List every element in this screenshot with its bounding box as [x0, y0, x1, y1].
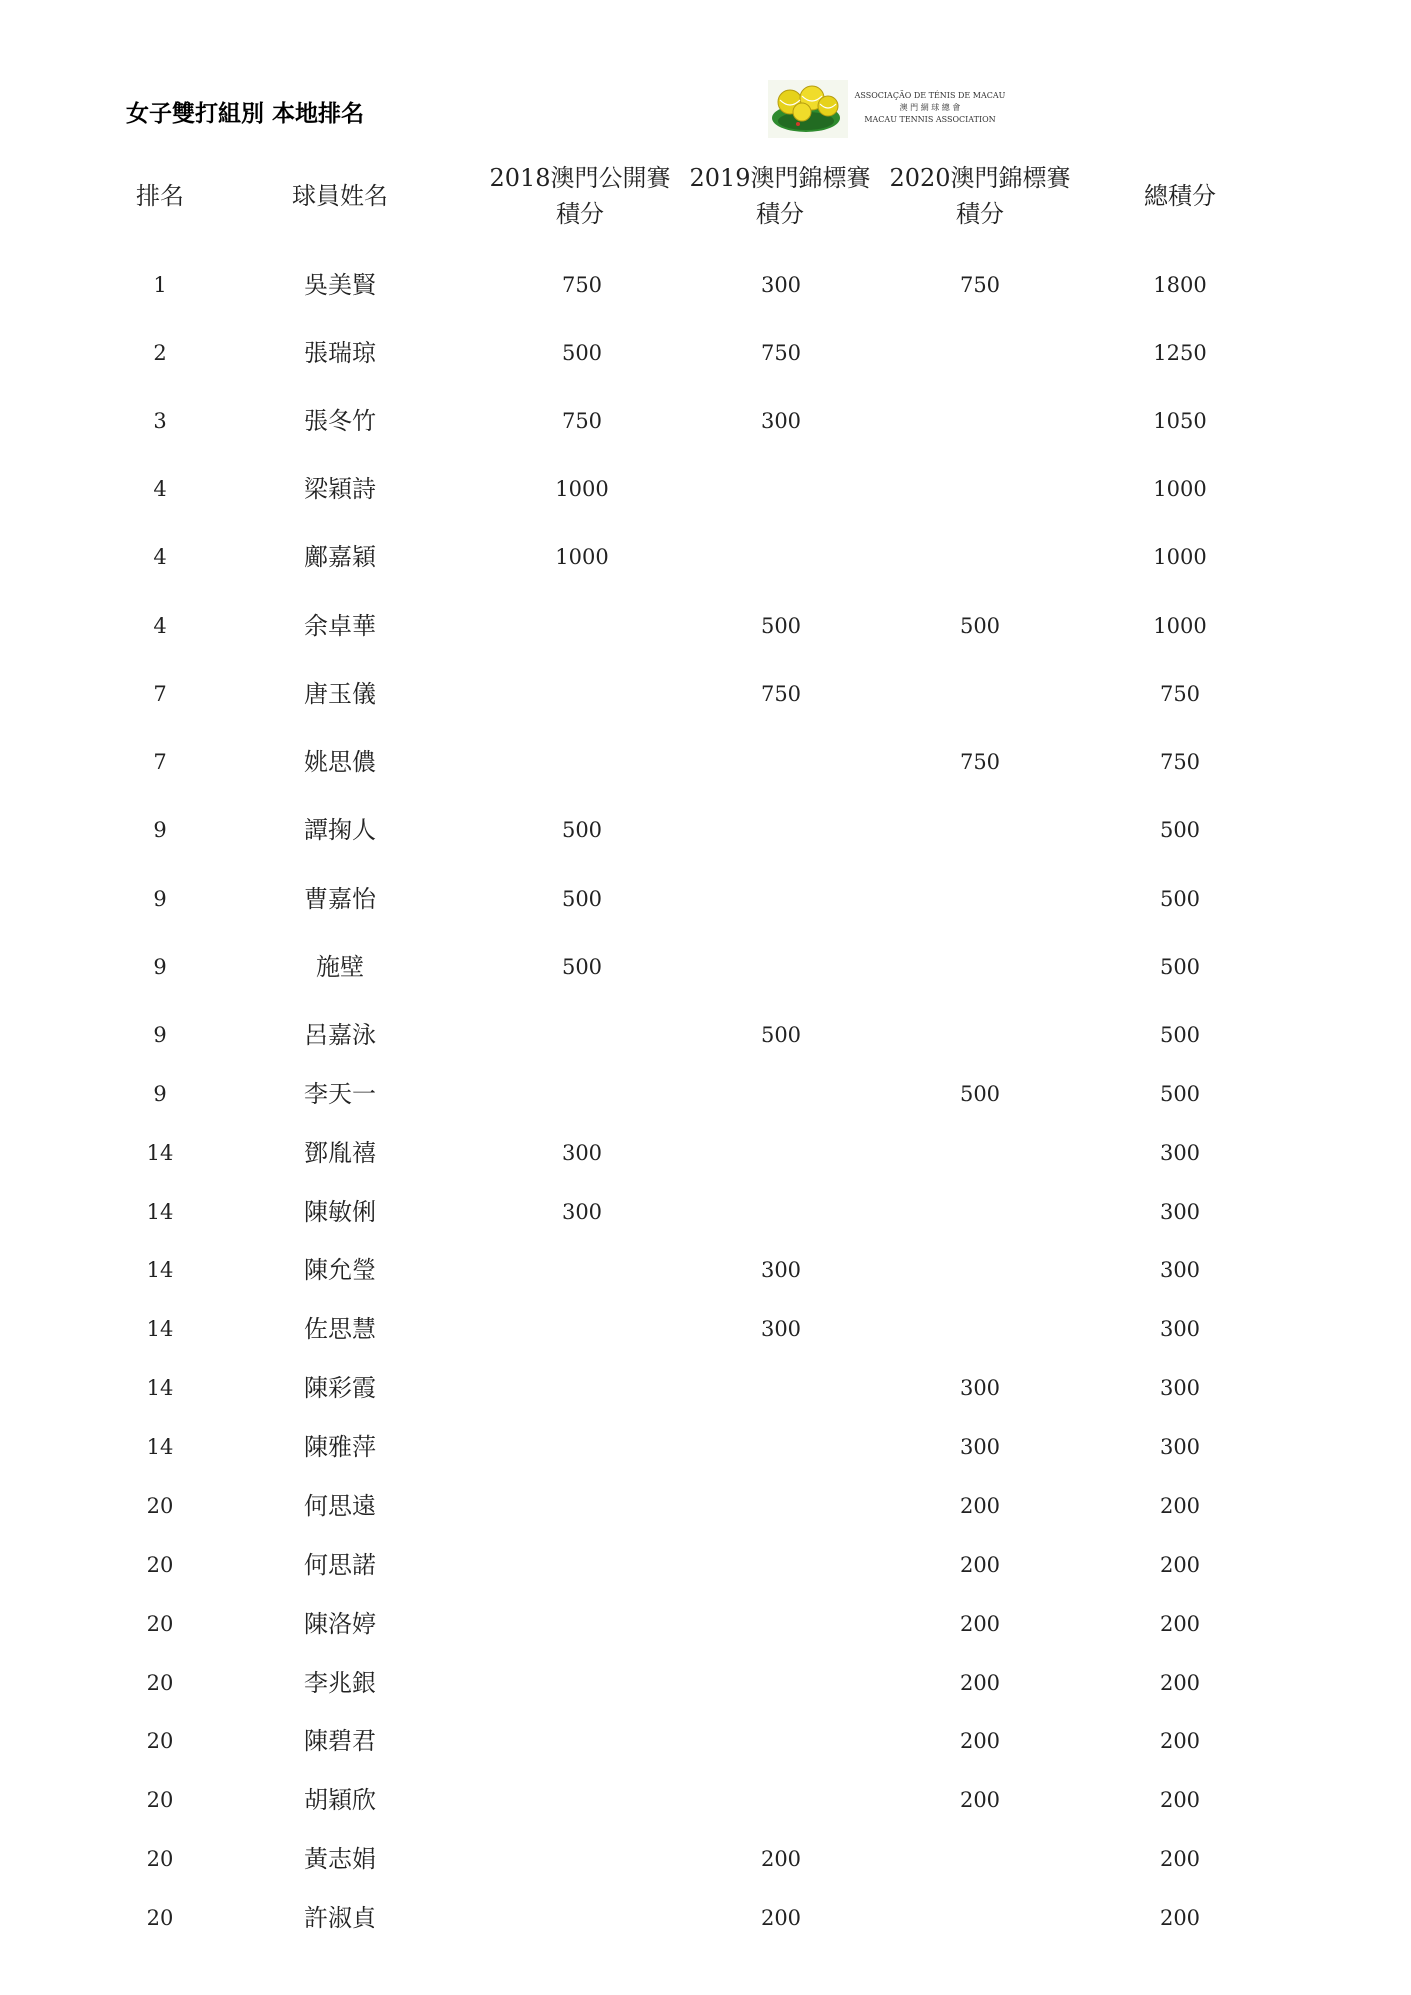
total-points-cell: 300 — [1159, 1435, 1201, 1459]
rank-cell: 7 — [153, 750, 167, 774]
logo-line-chinese: 澳 門 網 球 總 會 — [899, 103, 961, 112]
player-name-cell: 唐玉儀 — [304, 680, 376, 708]
total-points-cell: 200 — [1159, 1788, 1201, 1812]
points-2020-cell: 200 — [959, 1494, 1001, 1518]
points-2020-cell: 300 — [959, 1435, 1001, 1459]
header-2019-line2: 積分 — [756, 200, 804, 228]
points-2020-cell: 750 — [959, 273, 1001, 297]
points-2019-cell: 300 — [760, 1317, 802, 1341]
total-points-cell: 300 — [1159, 1376, 1201, 1400]
total-points-cell: 300 — [1159, 1258, 1201, 1282]
rank-cell: 14 — [146, 1435, 174, 1459]
rank-cell: 9 — [153, 1082, 167, 1106]
player-name-cell: 陳敏俐 — [304, 1198, 376, 1226]
rank-cell: 20 — [146, 1553, 174, 1577]
total-points-cell: 300 — [1159, 1200, 1201, 1224]
total-points-cell: 750 — [1159, 750, 1201, 774]
header-rank: 排名 — [136, 182, 184, 210]
player-name-cell: 許淑貞 — [304, 1904, 376, 1932]
header-2020-line1: 2020澳門錦標賽 — [889, 164, 1071, 192]
total-points-cell: 200 — [1159, 1847, 1201, 1871]
logo-line-portuguese: ASSOCIAÇÃO DE TÉNIS DE MACAU — [854, 91, 1006, 100]
points-2019-cell: 750 — [760, 341, 802, 365]
points-2020-cell: 200 — [959, 1788, 1001, 1812]
rank-cell: 20 — [146, 1788, 174, 1812]
points-2020-cell: 200 — [959, 1671, 1001, 1695]
total-points-cell: 500 — [1159, 1082, 1201, 1106]
points-2020-cell: 200 — [959, 1612, 1001, 1636]
total-points-cell: 500 — [1159, 818, 1201, 842]
points-2018-cell: 1000 — [555, 545, 609, 569]
player-name-cell: 陳允瑩 — [304, 1256, 376, 1284]
points-2020-cell: 750 — [959, 750, 1001, 774]
points-2020-cell: 500 — [959, 614, 1001, 638]
total-points-cell: 200 — [1159, 1612, 1201, 1636]
rank-cell: 20 — [146, 1612, 174, 1636]
player-name-cell: 陳雅萍 — [304, 1433, 376, 1461]
player-name-cell: 何思諾 — [304, 1551, 376, 1579]
rank-cell: 14 — [146, 1317, 174, 1341]
rank-cell: 9 — [153, 887, 167, 911]
total-points-cell: 750 — [1159, 682, 1201, 706]
association-logo — [768, 80, 1018, 138]
total-points-cell: 1000 — [1153, 545, 1207, 569]
points-2018-cell: 300 — [561, 1141, 603, 1165]
total-points-cell: 1000 — [1153, 477, 1207, 501]
rank-cell: 9 — [153, 955, 167, 979]
rank-cell: 7 — [153, 682, 167, 706]
total-points-cell: 300 — [1159, 1317, 1201, 1341]
header-2018-line2: 積分 — [556, 200, 604, 228]
player-name-cell: 余卓華 — [304, 612, 376, 640]
total-points-cell: 200 — [1159, 1553, 1201, 1577]
player-name-cell: 曹嘉怡 — [304, 885, 376, 913]
total-points-cell: 200 — [1159, 1729, 1201, 1753]
points-2020-cell: 500 — [959, 1082, 1001, 1106]
player-name-cell: 姚思儂 — [304, 748, 376, 776]
points-2020-cell: 300 — [959, 1376, 1001, 1400]
player-name-cell: 陳碧君 — [304, 1727, 376, 1755]
points-2019-cell: 500 — [760, 614, 802, 638]
points-2019-cell: 200 — [760, 1906, 802, 1930]
player-name-cell: 陳洛婷 — [304, 1610, 376, 1638]
player-name-cell: 佐思慧 — [304, 1315, 376, 1343]
total-points-cell: 1050 — [1153, 409, 1207, 433]
player-name-cell: 李天一 — [304, 1080, 376, 1108]
rank-cell: 4 — [153, 477, 167, 501]
player-name-cell: 黃志娟 — [304, 1845, 376, 1873]
total-points-cell: 200 — [1159, 1671, 1201, 1695]
rank-cell: 20 — [146, 1906, 174, 1930]
rank-cell: 9 — [153, 818, 167, 842]
points-2018-cell: 500 — [561, 818, 603, 842]
player-name-cell: 陳彩霞 — [304, 1374, 376, 1402]
rank-cell: 20 — [146, 1729, 174, 1753]
points-2019-cell: 300 — [760, 273, 802, 297]
points-2019-cell: 200 — [760, 1847, 802, 1871]
logo-line-english: MACAU TENNIS ASSOCIATION — [864, 115, 996, 124]
total-points-cell: 200 — [1159, 1494, 1201, 1518]
rank-cell: 20 — [146, 1847, 174, 1871]
rank-cell: 14 — [146, 1200, 174, 1224]
total-points-cell: 200 — [1159, 1906, 1201, 1930]
header-2019-macau-championship-points — [680, 160, 880, 232]
player-name-cell: 張冬竹 — [304, 407, 376, 435]
player-name-cell: 吳美賢 — [304, 271, 376, 299]
total-points-cell: 500 — [1159, 1023, 1201, 1047]
tennis-ball-logo-icon — [768, 80, 848, 138]
player-name-cell: 何思遠 — [304, 1492, 376, 1520]
rank-cell: 3 — [153, 409, 167, 433]
rank-cell: 20 — [146, 1671, 174, 1695]
points-2018-cell: 300 — [561, 1200, 603, 1224]
player-name-cell: 呂嘉泳 — [304, 1021, 376, 1049]
header-2018-macau-open-points — [480, 160, 680, 232]
points-2018-cell: 750 — [561, 273, 603, 297]
points-2018-cell: 500 — [561, 887, 603, 911]
rank-cell: 4 — [153, 614, 167, 638]
points-2018-cell: 500 — [561, 341, 603, 365]
rank-cell: 14 — [146, 1258, 174, 1282]
header-2020-line2: 積分 — [956, 200, 1004, 228]
points-2018-cell: 500 — [561, 955, 603, 979]
player-name-cell: 鄧胤禧 — [304, 1139, 376, 1167]
total-points-cell: 300 — [1159, 1141, 1201, 1165]
player-name-cell: 鄺嘉穎 — [304, 543, 376, 571]
header-total-points: 總積分 — [1144, 182, 1216, 210]
total-points-cell: 1800 — [1153, 273, 1207, 297]
header-player-name: 球員姓名 — [292, 182, 388, 210]
rank-cell: 2 — [153, 341, 167, 365]
rank-cell: 14 — [146, 1141, 174, 1165]
total-points-cell: 1250 — [1153, 341, 1207, 365]
header-2019-line1: 2019澳門錦標賽 — [689, 164, 871, 192]
rank-cell: 14 — [146, 1376, 174, 1400]
logo-text — [846, 90, 1014, 126]
header-2020-macau-championship-points — [880, 160, 1080, 232]
total-points-cell: 500 — [1159, 955, 1201, 979]
player-name-cell: 施壁 — [316, 953, 364, 981]
page-title: 女子雙打組別 本地排名 — [126, 101, 365, 127]
points-2020-cell: 200 — [959, 1729, 1001, 1753]
player-name-cell: 胡穎欣 — [304, 1786, 376, 1814]
points-2019-cell: 300 — [760, 1258, 802, 1282]
total-points-cell: 1000 — [1153, 614, 1207, 638]
points-2019-cell: 500 — [760, 1023, 802, 1047]
points-2019-cell: 750 — [760, 682, 802, 706]
rank-cell: 20 — [146, 1494, 174, 1518]
rank-cell: 1 — [153, 273, 167, 297]
total-points-cell: 500 — [1159, 887, 1201, 911]
rank-cell: 9 — [153, 1023, 167, 1047]
header-2018-line1: 2018澳門公開賽 — [489, 164, 671, 192]
points-2018-cell: 750 — [561, 409, 603, 433]
player-name-cell: 譚掬人 — [304, 816, 376, 844]
points-2020-cell: 200 — [959, 1553, 1001, 1577]
player-name-cell: 張瑞琼 — [304, 339, 376, 367]
player-name-cell: 李兆銀 — [304, 1669, 376, 1697]
points-2019-cell: 300 — [760, 409, 802, 433]
rank-cell: 4 — [153, 545, 167, 569]
player-name-cell: 梁穎詩 — [304, 475, 376, 503]
points-2018-cell: 1000 — [555, 477, 609, 501]
